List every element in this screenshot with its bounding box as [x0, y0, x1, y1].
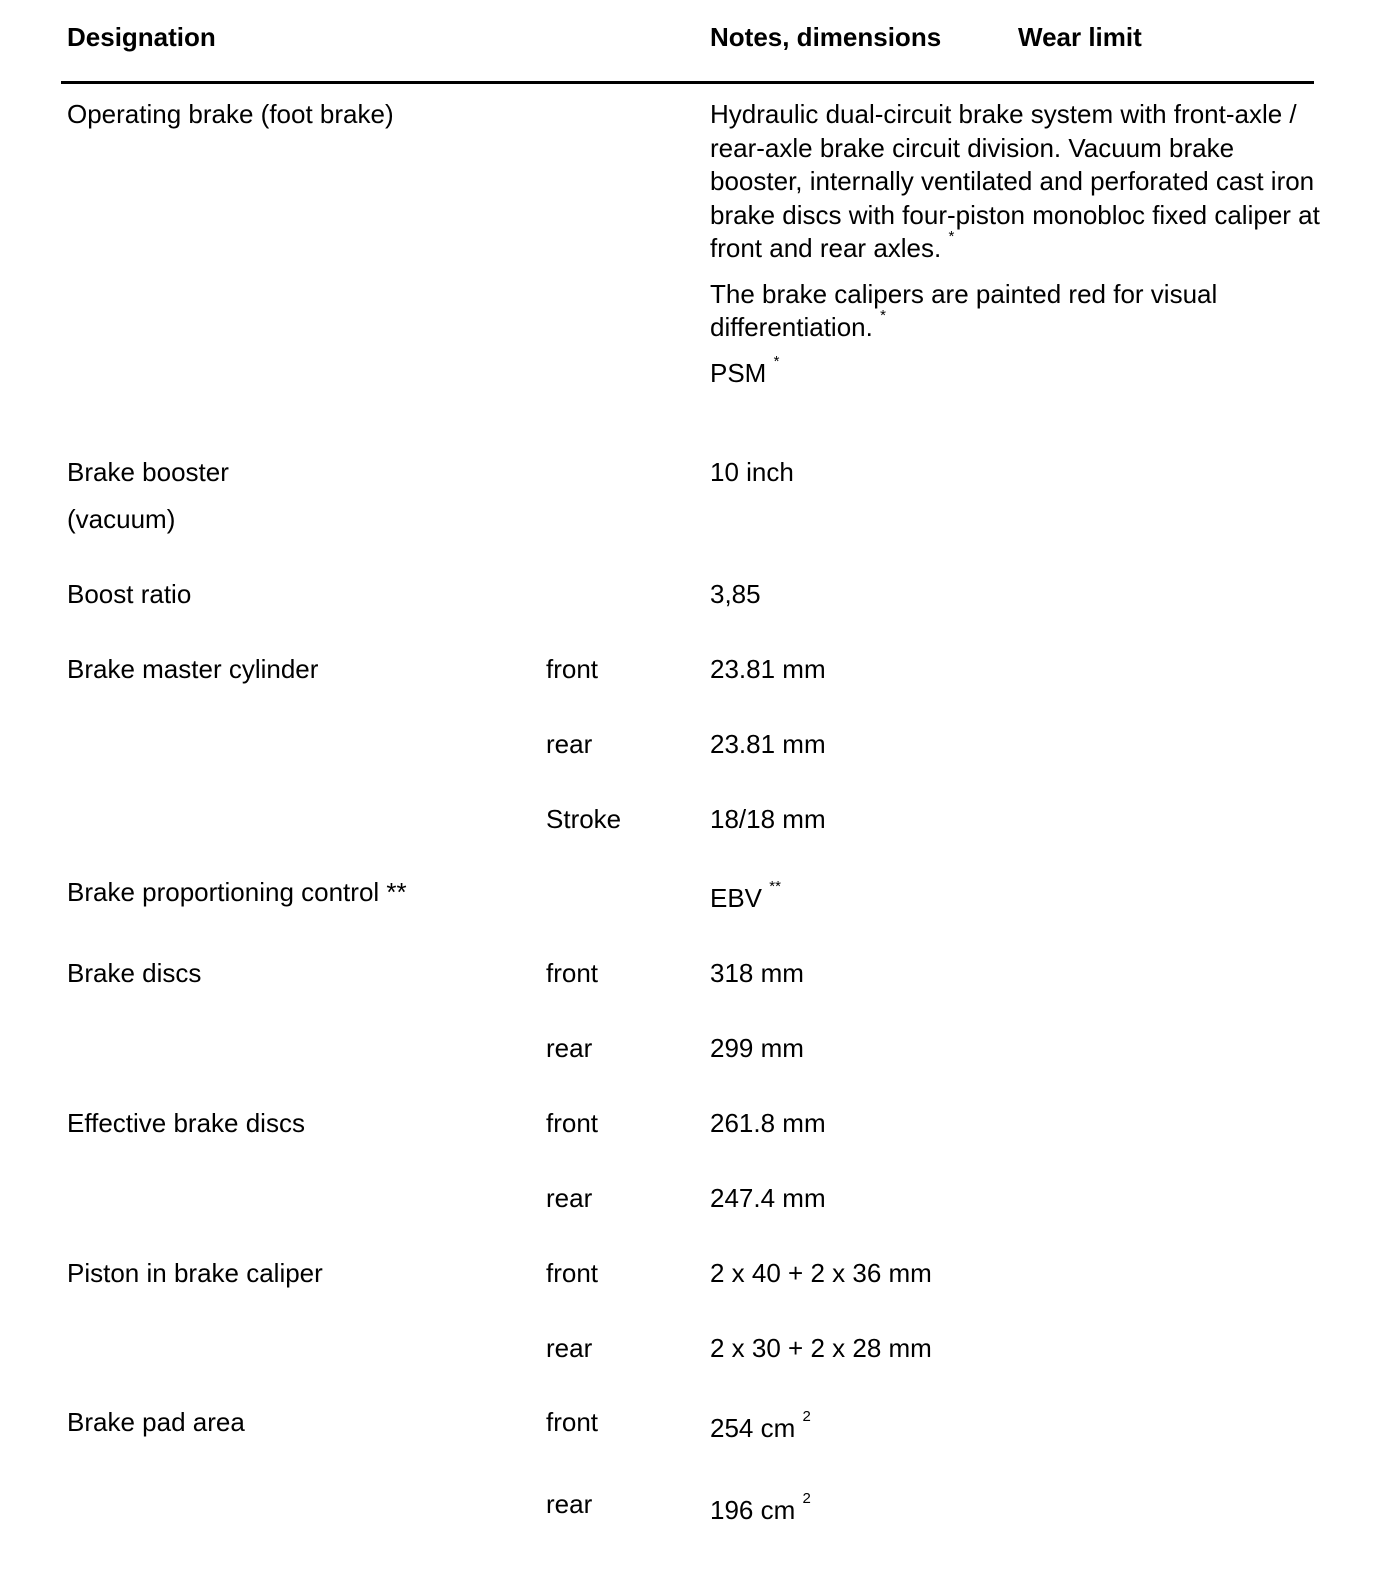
header-notes-dimensions: Notes, dimensions: [710, 22, 942, 52]
operating-brake-label: Operating brake (foot brake): [67, 99, 394, 129]
effective-discs-rear-label: rear: [546, 1183, 593, 1213]
boost-ratio-value: 3,85: [710, 579, 761, 609]
brake-booster-value: 10 inch: [710, 457, 794, 487]
brake-discs-front-label: front: [546, 958, 599, 988]
header-divider: [61, 81, 1314, 84]
brake-discs-rear-value: 299 mm: [710, 1033, 804, 1063]
master-cylinder-stroke-value: 18/18 mm: [710, 804, 826, 834]
piston-label: Piston in brake caliper: [67, 1258, 323, 1288]
master-cylinder-front-label: front: [546, 654, 599, 684]
footnote-mark: *: [773, 352, 780, 370]
master-cylinder-rear-value: 23.81 mm: [710, 729, 826, 759]
operating-brake-note-2: The brake calipers are painted red for visual differentiation. *: [710, 278, 1218, 342]
effective-discs-front-label: front: [546, 1108, 599, 1138]
proportioning-label: Brake proportioning control **: [67, 877, 407, 907]
piston-rear-label: rear: [546, 1333, 593, 1363]
pad-area-front-value: 254 cm $^2$: [710, 1408, 811, 1443]
brake-discs-label: Brake discs: [67, 958, 202, 988]
effective-discs-front-value: 261.8 mm: [710, 1108, 826, 1138]
pad-area-rear-value: 196 cm $^2$: [710, 1490, 811, 1525]
operating-brake-notes: [710, 98, 1320, 390]
master-cylinder-stroke-label: Stroke: [546, 804, 622, 834]
master-cylinder-front-value: 23.81 mm: [710, 654, 826, 684]
effective-discs-rear-value: 247.4 mm: [710, 1183, 826, 1213]
pad-area-front-label: front: [546, 1407, 599, 1437]
exponent: 2: [802, 1490, 811, 1508]
effective-discs-label: Effective brake discs: [67, 1108, 305, 1138]
brake-booster-label-2: (vacuum): [67, 504, 176, 534]
proportioning-value: EBV **: [710, 878, 781, 913]
header-wear-limit: Wear limit: [1018, 22, 1142, 52]
piston-rear-value: 2 x 30 + 2 x 28 mm: [710, 1333, 932, 1363]
operating-brake-note-3: PSM *: [710, 352, 780, 388]
master-cylinder-rear-label: rear: [546, 729, 593, 759]
boost-ratio-label: Boost ratio: [67, 579, 192, 609]
footnote-mark: **: [769, 878, 781, 896]
pad-area-label: Brake pad area: [67, 1407, 245, 1437]
operating-brake-note-1: Hydraulic dual-circuit brake system with front-axle / rear-axle brake circuit division. Vacuum brake booster, internally ventilated and perforated cast iron brake discs with four-piston monobloc fixed caliper at front and rear axles. *: [710, 99, 1320, 263]
exponent: 2: [802, 1408, 811, 1426]
pad-area-rear-label: rear: [546, 1489, 593, 1519]
master-cylinder-label: Brake master cylinder: [67, 654, 319, 684]
footnote-mark: *: [948, 228, 955, 246]
header-designation: Designation: [67, 22, 216, 52]
footnote-mark: *: [880, 307, 886, 325]
brake-booster-label: Brake booster: [67, 457, 229, 487]
brake-discs-rear-label: rear: [546, 1033, 593, 1063]
piston-front-label: front: [546, 1258, 599, 1288]
piston-front-value: 2 x 40 + 2 x 36 mm: [710, 1258, 932, 1288]
brake-discs-front-value: 318 mm: [710, 958, 804, 988]
